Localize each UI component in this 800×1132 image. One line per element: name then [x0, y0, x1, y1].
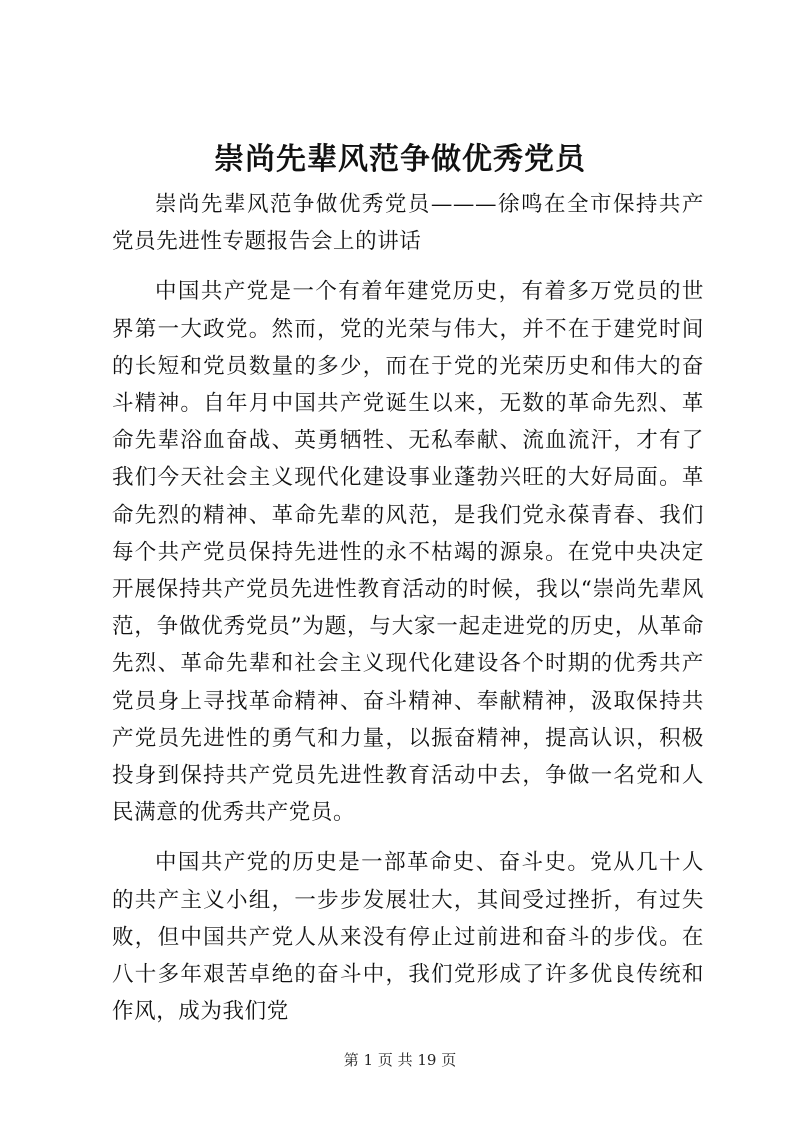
document-body: [112, 186, 704, 1030]
subtitle-paragraph: 崇尚先辈风范争做优秀党员———徐鸣在全市保持共产党员先进性专题报告会上的讲话: [112, 192, 704, 255]
body-paragraph: 中国共产党是一个有着年建党历史，有着多万党员的世界第一大政党。然而，党的光荣与伟大，并不在于建党时间的长短和党员数量的多少，而在于党的光荣历史和伟大的奋斗精神。自年月中国共产党诞生以来，无数的革命先烈、革命先辈浴血奋战、英勇牺牲、无私奉献、流血流汗，才有了我们今天社会主义现代化建设事业蓬勃兴旺的大好局面。革命先烈的精神、革命先辈的风范，是我们党永葆青春、我们每个共产党员保持先进性的永不枯竭的源泉。在党中央决定开展保持共产党员先进性教育活动的时候，我以“崇尚先辈风范，争做优秀党员”为题，与大家一起走进党的历史，从革命先烈、革命先辈和社会主义现代化建设各个时期的优秀共产党员身上寻找革命精神、奋斗精神、奉献精神，汲取保持共产党员先进性的勇气和力量，以振奋精神，提高认识，积极投身到保持共产党员先进性教育活动中去，争做一名党和人民满意的优秀共产党员。: [112, 279, 704, 826]
body-paragraph: 中国共产党的历史是一部革命史、奋斗史。党从几十人的共产主义小组，一步步发展壮大，其间受过挫折，有过失败，但中国共产党人从来没有停止过前进和奋斗的步伐。在八十多年艰苦卓绝的奋斗中，我们党形成了许多优良传统和作风，成为我们党: [112, 850, 704, 1025]
document-title: 崇尚先辈风范争做优秀党员: [214, 142, 586, 177]
page-number-footer: 第 1 页 共 19 页: [343, 1051, 457, 1069]
